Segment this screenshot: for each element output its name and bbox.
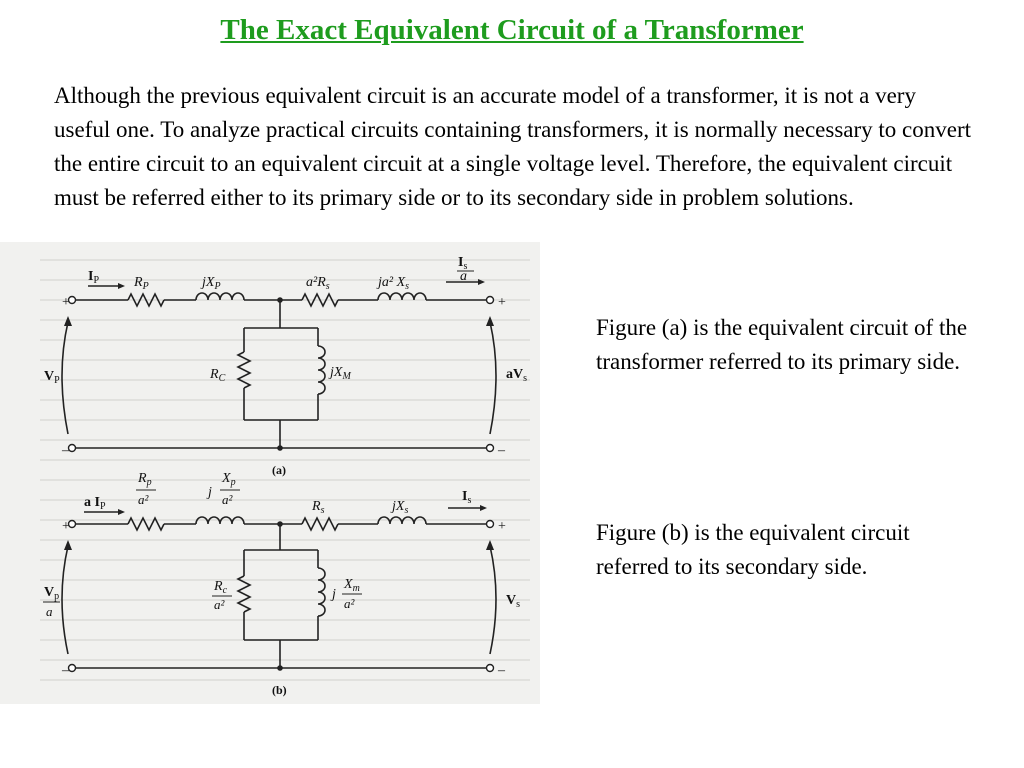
b-jxm-label: $X_m$ [344, 577, 360, 594]
b-rs-label: $R_s$ [312, 499, 325, 516]
b-minus-left: – [62, 663, 69, 678]
b-plus-right: + [498, 519, 506, 534]
b-minus-right: – [498, 663, 505, 678]
b-plus-left: + [62, 519, 70, 534]
b-vs-label: $V_s$ [506, 593, 521, 610]
b-jxp-label: $X_p$ [222, 471, 236, 488]
a-is-label: $I_s$ [458, 255, 468, 272]
b-jxp-denominator: a² [222, 492, 233, 507]
terminal-b-primary-minus [69, 665, 76, 672]
a-vp-label: $V_P$ [44, 369, 60, 386]
b-rp-denominator: a² [138, 492, 149, 507]
b-aip-label: a $I_P$ [84, 495, 106, 512]
scanned-page-background [0, 242, 540, 704]
a-plus-right: + [498, 295, 506, 310]
b-rc-denominator: a² [214, 597, 225, 612]
figure-a-caption: (a) [272, 463, 286, 477]
a-is-denominator: a [460, 269, 467, 284]
b-rp-label: $R_p$ [138, 471, 152, 488]
a-avs-label: $aV_s$ [506, 367, 528, 384]
page-title: The Exact Equivalent Circuit of a Transformer [220, 14, 804, 46]
b-vp-label: $V_p$ [44, 585, 60, 602]
a-a2rs-label: $a^2R_s$ [306, 275, 330, 292]
b-vp-denominator: a [46, 604, 53, 619]
a-ip-label: $I_P$ [88, 269, 100, 286]
a-rc-label: $R_C$ [210, 367, 226, 384]
a-jxm-label: $jX_M$ [330, 365, 351, 382]
a-plus-left: + [62, 295, 70, 310]
intro-paragraph: Although the previous equivalent circuit is an accurate model of a transformer, it is not a very useful one. To analyze practical circuits containing transformers, it is normally necessary to convert the entire circuit to an equivalent circuit at a single voltage level. Therefore, the equivalent circuit must be referred either to its primary side or to its secondary side in problem solutions. [54, 83, 972, 210]
b-rc-label: $R_c$ [214, 579, 228, 596]
b-jxm-j: j [332, 587, 336, 602]
terminal-a-secondary-minus [487, 445, 494, 452]
a-jxp-label: $jX_P$ [202, 275, 221, 292]
equivalent-circuit-figure [0, 242, 540, 704]
b-jxm-denominator: a² [344, 596, 355, 611]
b-is-label: $I_s$ [462, 489, 472, 506]
b-jxs-label: $jX_s$ [392, 499, 409, 516]
terminal-b-secondary-minus [487, 665, 494, 672]
a-ja2xs-label: ja² $X_s$ [378, 275, 410, 292]
a-rp-label: $R_P$ [134, 275, 149, 292]
b-jxp-j: j [208, 485, 212, 500]
terminal-a-primary-minus [69, 445, 76, 452]
a-minus-left: – [62, 443, 69, 458]
terminal-a-secondary-plus [487, 297, 494, 304]
figure-a-note: Figure (a) is the equivalent circuit of the transformer referred to its primary side. [596, 315, 968, 374]
a-minus-right: – [498, 443, 505, 458]
figure-b-caption: (b) [272, 683, 287, 697]
figure-b-note: Figure (b) is the equivalent circuit referred to its secondary side. [596, 520, 910, 579]
terminal-b-secondary-plus [487, 521, 494, 528]
